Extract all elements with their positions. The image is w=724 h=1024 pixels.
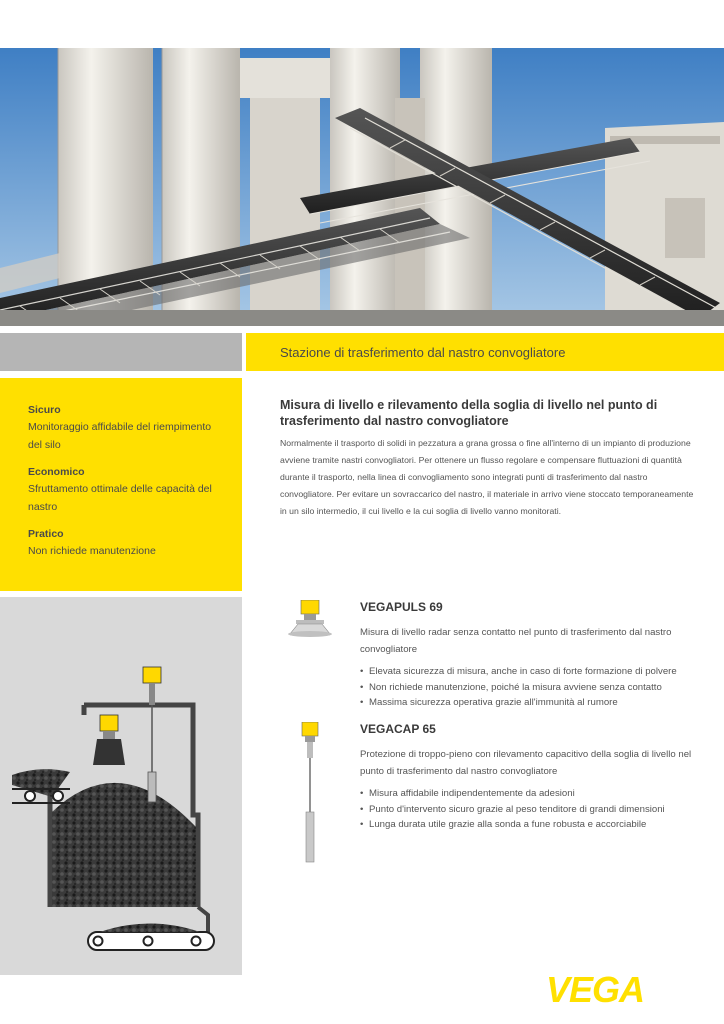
section-title: Stazione di trasferimento dal nastro convogliatore (280, 345, 566, 360)
product-feature: • Non richiede manutenzione, poiché la misura avviene senza contatto (360, 680, 710, 696)
radar-sensor-icon (93, 715, 125, 765)
benefit-item (28, 464, 220, 516)
product-feature: • Elevata sicurezza di misura, anche in caso di forte formazione di polvere (360, 664, 710, 680)
benefit-title: Pratico (28, 528, 64, 540)
product-feature-list (360, 664, 710, 711)
benefit-title: Economico (28, 466, 85, 478)
benefit-text: Sfruttamento ottimale delle capacità del nastro (28, 483, 212, 513)
logo-text: VEGA (546, 972, 645, 1006)
product-feature: • Misura affidabile indipendentemente da adesioni (360, 786, 710, 802)
main-section (280, 397, 700, 520)
product-feature: • Massima sicurezza operativa grazie all'immunità al rumore (360, 695, 710, 711)
main-body: Normalmente il trasporto di solidi in pezzatura a grana grossa o fine all'interno di un impianto di produzione avviene tramite nastri convogliatori. Per ottenere un flusso regolare e compensare fluttuazioni di quantità durante il trasporto, nella linea di convogliamento sono integrati punti di trasferimento dal nastro convogliatore. Per evitare un sovraccarico del nastro, il materiale in arrivo viene stoccato temporaneamente in un silo intermedio, il cui livello e la cui soglia di livello vanno monitorati. (280, 438, 694, 516)
product-name: VEGAPULS 69 (360, 600, 443, 614)
product-info (360, 600, 710, 711)
application-diagram (0, 597, 242, 975)
vegacap-65-image (280, 722, 340, 872)
benefit-text: Non richiede manutenzione (28, 545, 156, 557)
vega-logo (546, 972, 666, 1006)
benefit-text: Monitoraggio affidabile del riempimento del silo (28, 421, 212, 451)
benefits-panel (0, 378, 242, 591)
product-feature: • Punto d'intervento sicuro grazie al peso tenditore di grandi dimensioni (360, 802, 710, 818)
product-vegapuls-69 (280, 600, 710, 715)
product-info (360, 722, 710, 833)
benefit-title: Sicuro (28, 404, 61, 416)
product-description: Protezione di troppo-pieno con rilevamento capacitivo della soglia di livello nel punto di trasferimento dal nastro convogliatore (360, 749, 692, 777)
benefit-item (28, 526, 220, 560)
product-description: Misura di livello radar senza contatto nel punto di trasferimento dal nastro convogliatore (360, 627, 672, 655)
product-feature-list (360, 786, 710, 833)
capacitive-probe-icon (143, 667, 161, 802)
product-name: VEGACAP 65 (360, 722, 436, 736)
title-band-grey (0, 333, 242, 371)
product-vegacap-65 (280, 722, 710, 872)
product-feature: • Lunga durata utile grazie alla sonda a fune robusta e accorciabile (360, 817, 710, 833)
hero-photo (0, 48, 724, 326)
benefit-item (28, 402, 220, 454)
main-heading: Misura di livello e rilevamento della soglia di livello nel punto di trasferimento dal nastro convogliatore (280, 398, 658, 428)
